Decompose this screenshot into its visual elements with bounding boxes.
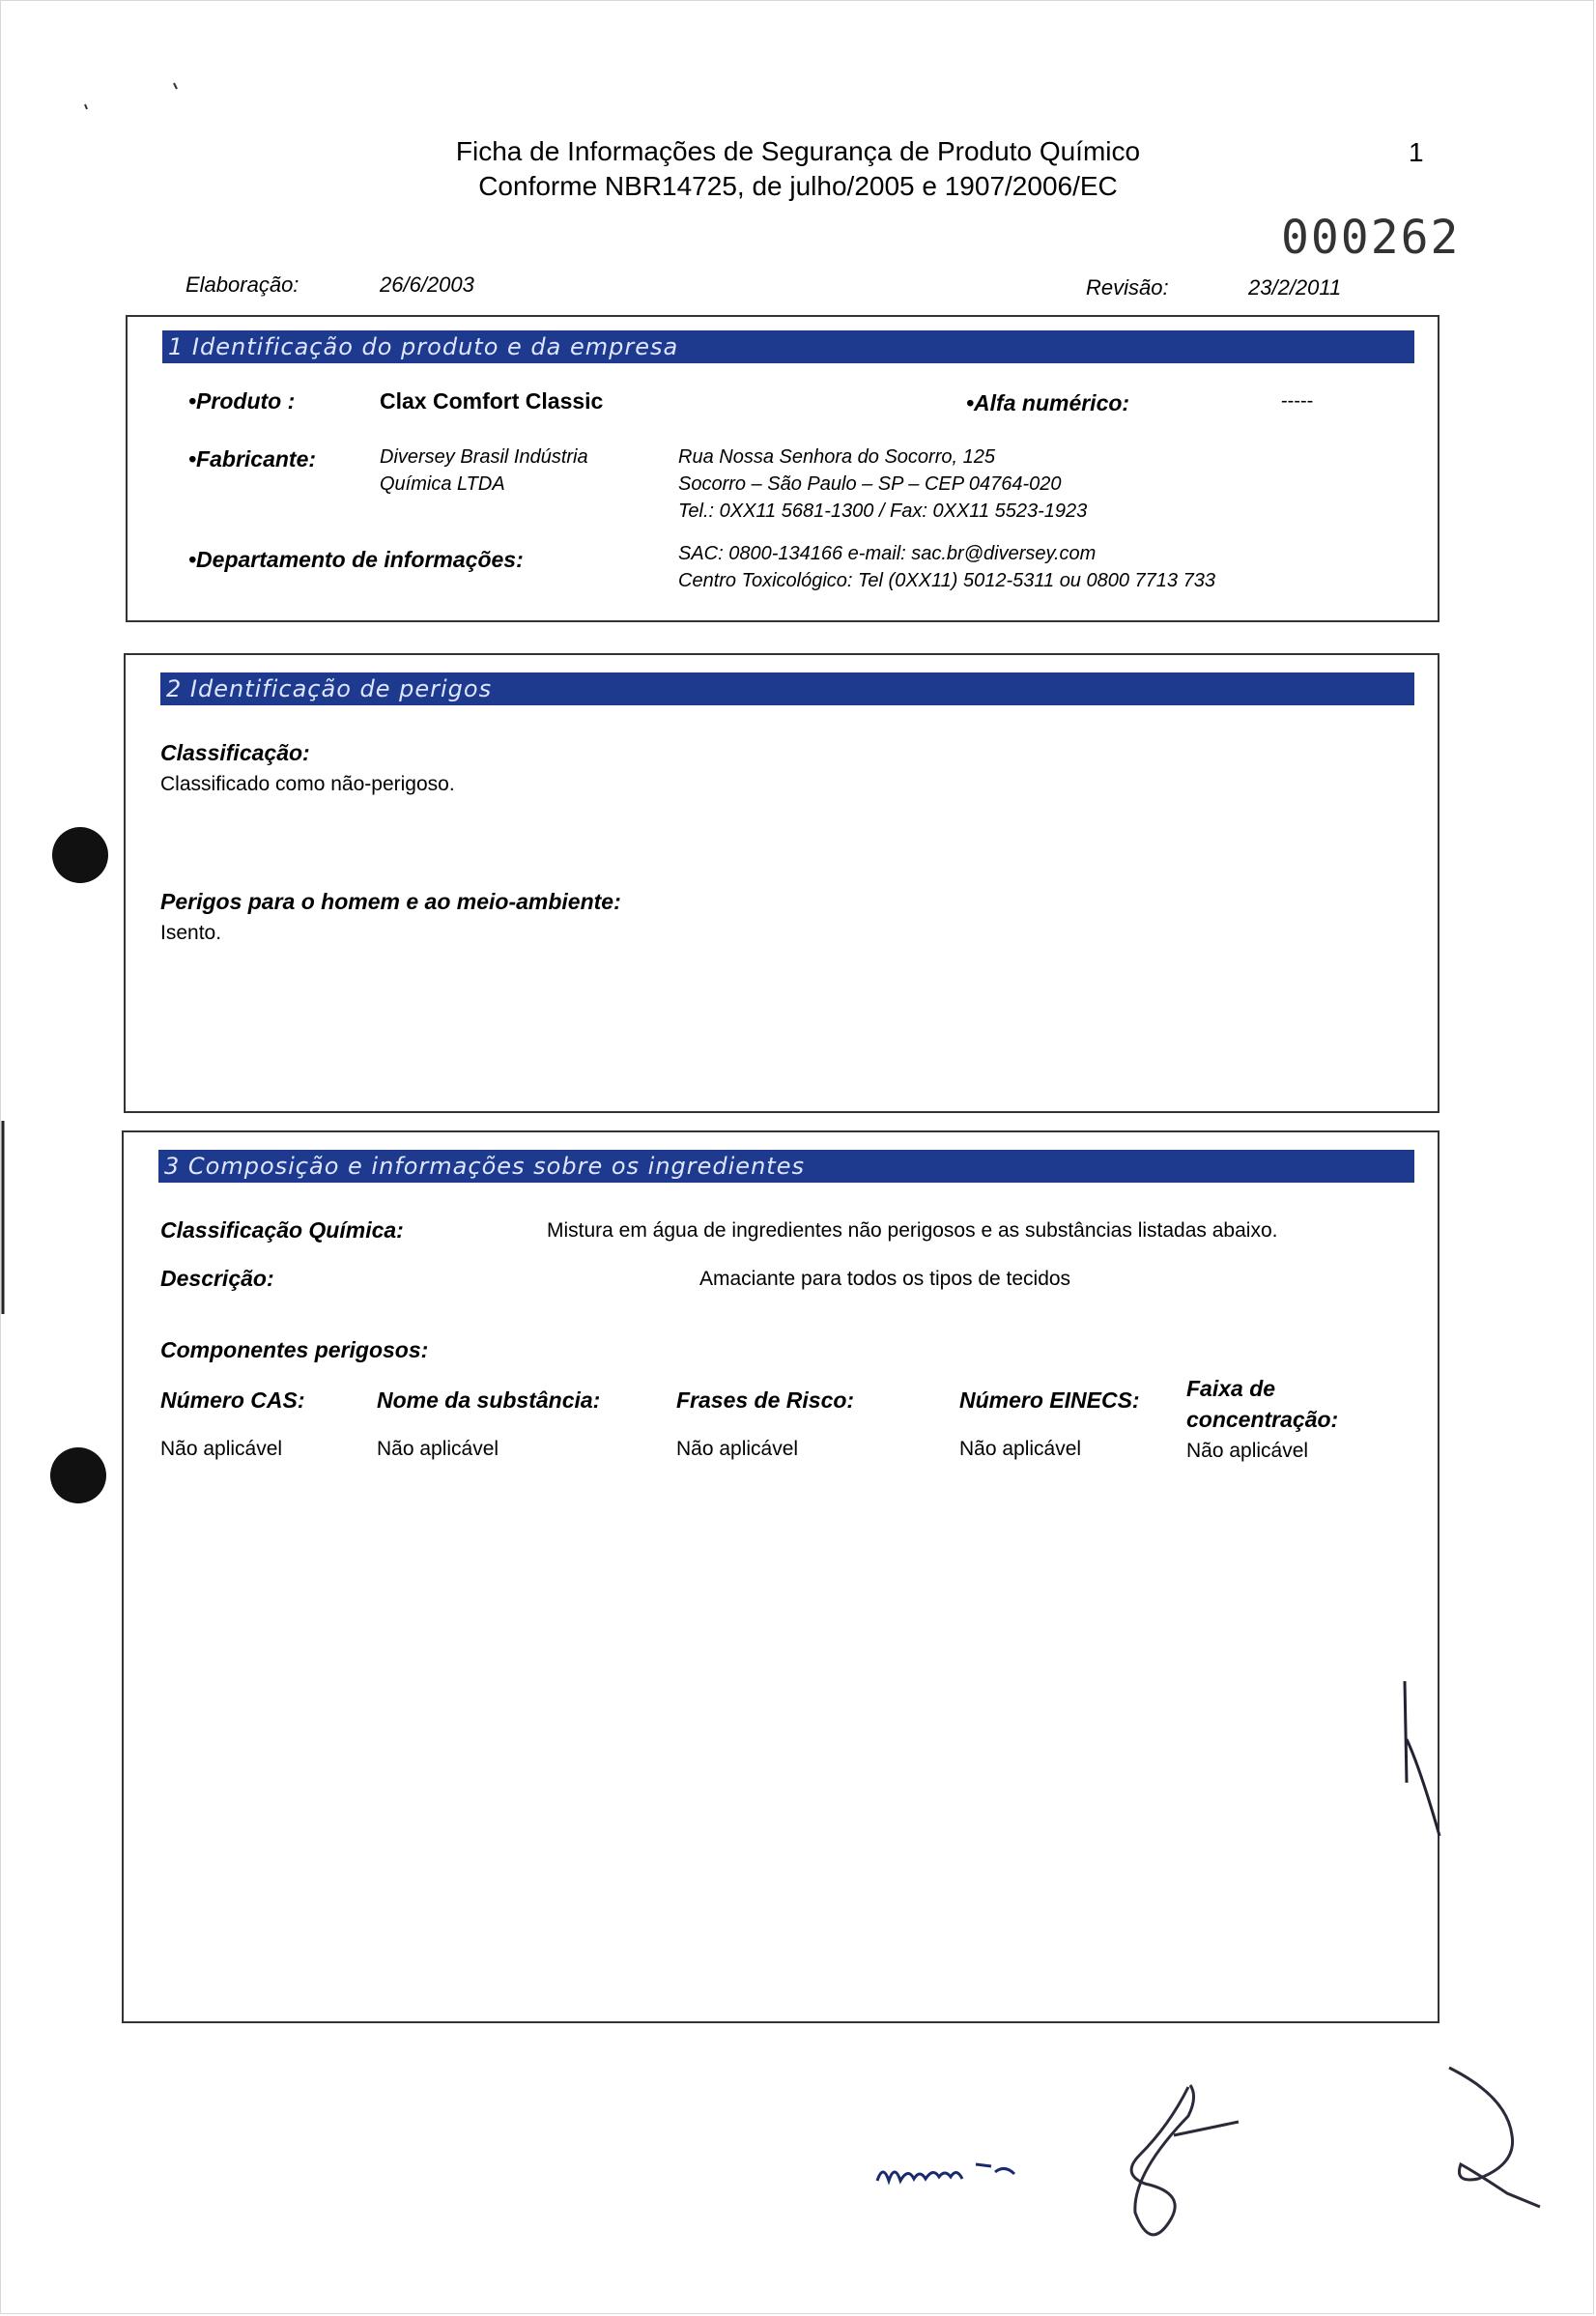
revisao-label: Revisão: <box>1086 275 1169 300</box>
classificacao-label: Classificação: <box>160 740 310 765</box>
stamp-number: 000262 <box>1281 211 1461 265</box>
page-number: 1 <box>1409 137 1424 167</box>
produto-label: •Produto : <box>188 388 296 414</box>
address-line3: Tel.: 0XX11 5681-1300 / Fax: 0XX11 5523-1923 <box>678 500 1088 522</box>
componentes-label: Componentes perigosos: <box>160 1337 429 1362</box>
fabricante-line2: Química LTDA <box>380 473 505 495</box>
col-nome-substancia: Nome da substância: <box>377 1387 601 1413</box>
departamento-label: •Departamento de informações: <box>188 547 524 572</box>
centro-toxicologico-line: Centro Toxicológico: Tel (0XX11) 5012-5311 ou 0800 7713 733 <box>678 570 1215 591</box>
fabricante-label: •Fabricante: <box>188 446 317 472</box>
cell-faixa-concentracao: Não aplicável <box>1186 1440 1309 1462</box>
classificacao-value: Classificado como não-perigoso. <box>160 773 455 795</box>
descricao-label: Descrição: <box>160 1266 274 1291</box>
col-numero-cas: Número CAS: <box>160 1387 305 1413</box>
cell-numero-cas: Não aplicável <box>160 1438 283 1460</box>
alfa-label: •Alfa numérico: <box>966 390 1130 415</box>
col-faixa-line2: concentração: <box>1186 1407 1339 1432</box>
sac-line: SAC: 0800-134166 e-mail: sac.br@diversey.com <box>678 543 1097 564</box>
perigos-value: Isento. <box>160 922 222 944</box>
col-faixa-line1: Faixa de <box>1186 1376 1276 1401</box>
elaboracao-label: Elaboração: <box>185 272 299 297</box>
perigos-label: Perigos para o homem e ao meio-ambiente: <box>160 889 621 914</box>
col-frases-risco: Frases de Risco: <box>676 1387 855 1413</box>
section3-title: 3 Composição e informações sobre os ingredientes <box>158 1150 1414 1183</box>
elaboracao-date: 26/6/2003 <box>380 272 474 297</box>
alfa-value: ----- <box>1281 390 1314 412</box>
signature-name-scribble <box>877 2164 1014 2181</box>
section1-title: 1 Identificação do produto e da empresa <box>162 330 1414 363</box>
address-line1: Rua Nossa Senhora do Socorro, 125 <box>678 446 995 468</box>
revisao-date: 23/2/2011 <box>1248 275 1342 300</box>
col-numero-einecs: Número EINECS: <box>959 1387 1140 1413</box>
document-title-line2: Conforme NBR14725, de julho/2005 e 1907/2006/EC <box>478 171 1118 201</box>
cell-nome-substancia: Não aplicável <box>377 1438 499 1460</box>
cell-numero-einecs: Não aplicável <box>959 1438 1082 1460</box>
fabricante-line1: Diversey Brasil Indústria <box>380 446 588 468</box>
classificacao-quimica-label: Classificação Química: <box>160 1217 404 1243</box>
document-title-line1: Ficha de Informações de Segurança de Produto Químico <box>455 136 1141 166</box>
section2-title: 2 Identificação de perigos <box>160 672 1414 705</box>
cell-frases-risco: Não aplicável <box>676 1438 799 1460</box>
descricao-value: Amaciante para todos os tipos de tecidos <box>699 1268 1071 1290</box>
classificacao-quimica-value: Mistura em água de ingredientes não perigosos e as substâncias listadas abaixo. <box>547 1219 1278 1242</box>
address-line2: Socorro – São Paulo – SP – CEP 04764-020 <box>678 473 1062 495</box>
produto-value: Clax Comfort Classic <box>380 388 604 414</box>
